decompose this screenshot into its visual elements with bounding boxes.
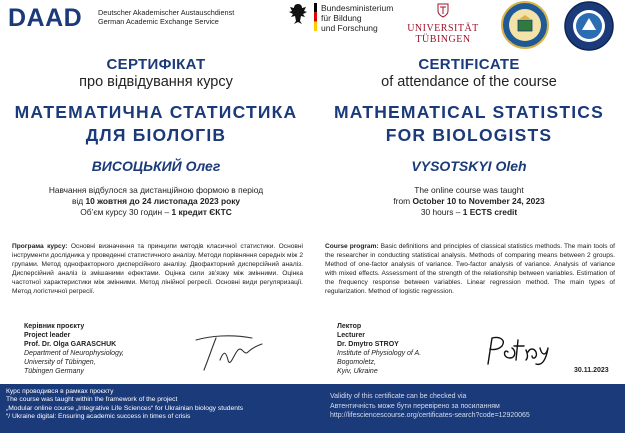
en-course-info	[314, 185, 624, 218]
footer-project-line-4: “/ Ukraine digital: Ensuring academic success in times of crisis	[6, 413, 191, 421]
en-sig-inst-1: Institute of Physiology of A.	[337, 350, 422, 357]
en-info-line-2-prefix: from	[393, 196, 413, 206]
ua-sig-uni: University of Tübingen,	[24, 359, 96, 366]
tuebingen-logo	[405, 2, 481, 45]
ua-info-line-2-prefix: від	[71, 196, 86, 206]
en-info-line-3	[314, 207, 624, 218]
ua-participant-name: ВИСОЦЬКИЙ Олег	[91, 158, 221, 174]
ua-program-text: Основні визначення та принципи методів класичної статистики. Основні інструменти дослідника у проведенні статистичного аналізу. Методи порівняння середніх між 2 групами. Метод однофакторного дисперсійного аналізу. Двофакторний дисперсійний аналіз. Дисперсійний аналіз із змішаними ефектами. Оцінка сили зв’язку між змінними. Оцінка частотної характеристики між змінними. Метод лінійної регресії. Основні види регуляризації. Метод логістичної регресії.	[12, 243, 303, 295]
footer-project-line-1: Курс проводився в рамках проєкту	[6, 388, 114, 395]
ua-info-line-3	[0, 207, 312, 218]
en-program	[325, 243, 615, 296]
bmbf-line-1: Bundesministerium	[321, 3, 394, 13]
ua-course-dates: 10 жовтня до 24 листопада 2023 року	[85, 196, 241, 206]
ua-sig-dept: Department of Neurophysiology,	[24, 350, 124, 357]
ua-program-label: Програма курсу:	[12, 243, 68, 250]
en-course-dates: October 10 to November 24, 2023	[412, 196, 545, 206]
issue-date: 30.11.2023	[574, 367, 609, 374]
en-sig-name: Dr. Dmytro STROY	[337, 341, 399, 348]
en-info-line-2	[314, 196, 624, 207]
footer-project-line-2: The course was taught within the framework of the project	[6, 396, 178, 404]
footer-validation	[330, 392, 530, 421]
ua-sig-name: Prof. Dr. Olga GARASCHUK	[24, 341, 117, 348]
ua-sig-role-en: Project leader	[24, 332, 71, 339]
en-sig-inst-2: Bogomoletz,	[337, 359, 376, 366]
en-sig-city: Kyiv, Ukraine	[337, 368, 378, 375]
en-ects-credit: 1 ECTS credit	[462, 207, 518, 217]
en-info-line-3-prefix: 30 hours –	[420, 207, 463, 217]
stroy-signature-icon	[480, 330, 560, 370]
en-participant-name: VYSOTSKYI Oleh	[411, 158, 527, 174]
ua-sig-city: Tübingen Germany	[24, 368, 84, 375]
footer-project-info	[6, 388, 243, 422]
institute-seal-icon	[560, 0, 618, 52]
bmbf-name	[321, 3, 393, 33]
ua-certificate-heading: СЕРТИФІКАТ	[106, 56, 206, 73]
garaschuk-signature-icon	[190, 330, 270, 378]
en-course-title	[314, 101, 624, 147]
ua-course-title-line-2: ДЛЯ БІОЛОГІВ	[85, 125, 227, 145]
daad-logo: DAAD	[8, 4, 83, 32]
ua-info-line-1: Навчання відбулося за дистанційною формою в період	[48, 185, 264, 195]
bmbf-line-3: und Forschung	[321, 23, 378, 33]
ua-signatory	[24, 322, 124, 376]
ua-course-info	[0, 185, 312, 218]
federal-eagle-icon	[287, 2, 309, 26]
german-flag-icon	[314, 3, 317, 31]
tuebingen-name: UNIVERSITÄT	[407, 23, 479, 34]
tuebingen-crest-icon	[435, 2, 451, 18]
en-signatory	[337, 322, 421, 376]
ua-ects-credit: 1 кредит ЄКТС	[171, 207, 232, 217]
university-seal-icon	[500, 0, 550, 50]
ua-certificate-subheading: про відвідування курсу	[79, 74, 233, 90]
footer-project-line-3: „Modular online course „Integrative Life Sciences“ for Ukrainian biology students	[6, 404, 244, 412]
ua-info-line-3-prefix: Об’єм курсу 30 годин –	[80, 207, 172, 217]
en-sig-role-en: Lecturer	[337, 332, 366, 339]
en-certificate-heading: CERTIFICATE	[418, 56, 520, 73]
footer-validation-link[interactable]: http://lifesciencescourse.org/certificates-search?code=12920065	[330, 412, 530, 420]
en-certificate-subheading: of attendance of the course	[381, 74, 557, 90]
en-course-title-line-1: MATHEMATICAL STATISTICS	[334, 102, 604, 122]
ua-info-line-2	[0, 196, 312, 207]
footer-validation-line-2: Автентичність може бути перевірено за посиланням	[330, 402, 500, 410]
en-sig-role-ua: Лектор	[337, 323, 362, 330]
tuebingen-city: TÜBINGEN	[415, 34, 471, 45]
en-course-title-line-2: FOR BIOLOGISTS	[385, 125, 553, 145]
daad-name-de: Deutscher Akademischer Austauschdienst	[98, 8, 235, 17]
en-program-text: Basic definitions and principles of classical statistics methods. The main tools of the researcher in conducting statistical analysis. Methods of comparing means between 2 groups. Method of one-factor analysis of variance. Two-factor analysis of variance. Analysis of variance with mixed effects. Assessment of the strength of the relationship between variables. Estimation of the frequency response between variables. Linear regression method. The main types of regularization. Method of logistic regression.	[325, 243, 615, 295]
en-info-line-1: The online course was taught	[414, 185, 524, 195]
bmbf-line-2: für Bildung	[321, 13, 362, 23]
footer-validation-line-1: Validity of this certificate can be checked via	[330, 393, 467, 400]
daad-name	[98, 8, 234, 26]
ua-program	[12, 243, 303, 296]
en-program-label: Course program:	[325, 243, 379, 250]
ua-course-title-line-1: МАТЕМАТИЧНА СТАТИСТИКА	[14, 102, 298, 122]
ua-course-title	[0, 101, 312, 147]
ua-sig-role-ua: Керівник проєкту	[24, 323, 85, 330]
daad-name-en: German Academic Exchange Service	[98, 17, 219, 26]
